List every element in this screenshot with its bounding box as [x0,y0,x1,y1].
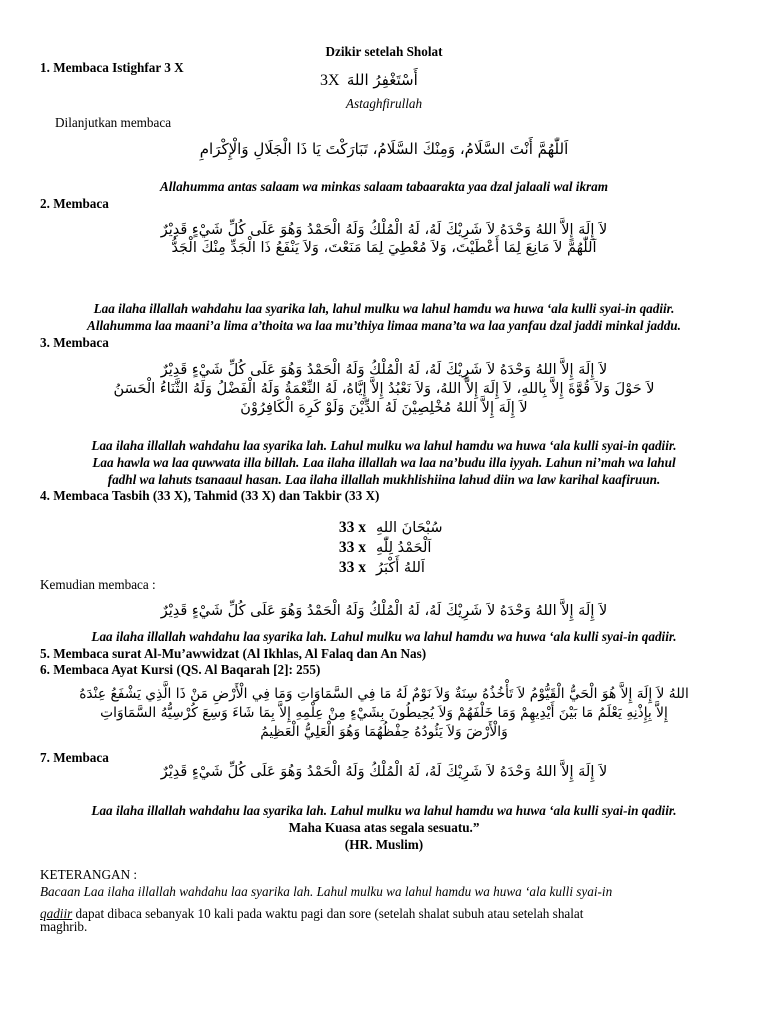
dzikir-count: 33 x [338,559,366,576]
section-3-arabic-line: لاَ حَوْلَ وَلاَ قُوَّةَ إِلاَّ بِاللهِ، لاَ إِلَهَ إِلاَّ اللهُ، وَلاَ نَعْبُدُ إِلاَّ إِيَّاهُ، لَهُ النِّعْمَةُ وَلَهُ الْفَضْلُ وَلَهُ الثَّنَاءُ الْحَسَنُ [113,381,655,397]
section-1-latin-2: Allahumma antas salaam wa minkas salaam tabaarakta yaa dzal jalaali wal ikram [159,179,609,194]
istighfar-line [320,72,520,90]
tahmid-row [0,539,768,557]
note-line-1: Bacaan Laa ilaha illallah wahdahu laa syarika lah. Lahul mulku wa lahul hamdu wa huwa ‘ala kulli syai-in [40,884,613,899]
section-5-heading: 5. Membaca surat Al-Mu’awwidzat (Al Ikhlas, Al Falaq dan An Nas) [40,646,427,661]
section-1-intro: Dilanjutkan membaca [55,115,172,130]
section-1-arabic-2: اَللّٰهُمَّ أَنْتَ السَّلَامُ، وَمِنْكَ السَّلَامُ، تَبَارَكْتَ يَا ذَا الْجَلَالِ وَالْإِكْرَامِ [199,140,569,158]
section-3-latin-line: Laa hawla wa laa quwwata illa billah. Laa ilaha illallah wa laa na’budu illa iyyah. Lahun ni’mah wa lahul [92,455,676,470]
dzikir-count: 33 x [338,539,366,556]
section-4-latin: Laa ilaha illallah wahdahu laa syarika lah. Lahul mulku wa lahul hamdu wa huwa ‘ala kulli syai-in qadiir. [91,629,677,644]
section-4-intro: Kemudian membaca : [40,577,156,592]
section-7-latin: Laa ilaha illallah wahdahu laa syarika lah. Lahul mulku wa lahul hamdu wa huwa ‘ala kulli syai-in qadiir. [91,803,677,818]
section-3-latin-line: fadhl wa lahuts tsanaaul hasan. Laa ilaha illallah mukhlishiina lahud diin wa law karihal kaafiruun. [107,472,661,487]
section-2-arabic-line: لاَ إِلَهَ إِلاَّ اللهُ وَحْدَهُ لاَ شَرِيْكَ لَهُ، لَهُ الْمُلْكُ وَلَهُ الْحَمْدُ وَهُوَ عَلَى كُلِّ شَيْءٍ قَدِيْرٌ [160,222,608,238]
istighfar-arabic: أَسْتَغْفِرُ اللهَ [346,71,418,89]
section-4-heading: 4. Membaca Tasbih (33 X), Tahmid (33 X) dan Takbir (33 X) [40,488,380,503]
section-2-arabic-line: اَللّٰهُمَّ لاَ مَانِعَ لِمَا أَعْطَيْتَ، وَلاَ مُعْطِيَ لِمَا مَنَعْتَ، وَلاَ يَنْفَعُ ذَا الْجَدِّ مِنْكَ الْجَدُّ [171,240,597,256]
section-1-heading: 1. Membaca Istighfar 3 X [40,60,184,75]
ayat-kursi-line: إِلاَّ بِإِذْنِهِ يَعْلَمُ مَا بَيْنَ أَيْدِيهِمْ وَمَا خَلْفَهُمْ وَلاَ يُحِيطُونَ بِشَيْءٍ مِنْ عِلْمِهِ إِلاَّ بِمَا شَاءَ وَسِعَ كُرْسِيُّهُ السَّمَاوَاتِ [100,705,668,721]
page-title: Dzikir setelah Sholat [325,44,443,59]
section-3-heading: 3. Membaca [40,335,109,350]
dzikir-arabic: اَلْحَمْدُ لِلّٰهِ [376,540,432,556]
section-4-arabic: لاَ إِلَهَ إِلاَّ اللهُ وَحْدَهُ لاَ شَرِيْكَ لَهُ، لَهُ الْمُلْكُ وَلَهُ الْحَمْدُ وَهُوَ عَلَى كُلِّ شَيْءٍ قَدِيْرٌ [160,603,608,619]
note-heading: KETERANGAN : [40,867,138,882]
ayat-kursi-line: وَالْأَرْضَ وَلاَ يَئُودُهُ حِفْظُهُمَا وَهُوَ الْعَلِيُّ الْعَظِيمُ [260,724,508,740]
istighfar-latin: Astaghfirullah [345,96,423,111]
istighfar-count: 3X [320,72,340,89]
note-line-3: maghrib. [40,919,88,934]
section-7-arabic: لاَ إِلَهَ إِلاَّ اللهُ وَحْدَهُ لاَ شَرِيْكَ لَهُ، لَهُ الْمُلْكُ وَلَهُ الْحَمْدُ وَهُوَ عَلَى كُلِّ شَيْءٍ قَدِيْرٌ [160,764,608,780]
tasbih-row [0,519,768,537]
note-line-2 [40,906,583,921]
section-2-latin-line: Allahumma laa maani’a lima a’thoita wa laa mu’thiya limaa mana’ta wa laa yanfau dzal jaddi minkal jaddu. [87,318,681,333]
section-3-latin-line: Laa ilaha illallah wahdahu laa syarika lah. Lahul mulku wa lahul hamdu wa huwa ‘ala kulli syai-in qadiir. [91,438,677,453]
section-7-translation: Maha Kuasa atas segala sesuatu.” [288,820,480,835]
section-2-heading: 2. Membaca [40,196,109,211]
dzikir-arabic: اَللهُ أَكْبَرُ [376,560,425,576]
section-6-heading: 6. Membaca Ayat Kursi (QS. Al Baqarah [2]: 255) [40,662,321,677]
takbir-row [0,559,768,577]
note-line-2-text: dapat dibaca sebanyak 10 kali pada waktu pagi dan sore (setelah shalat subuh atau setelah shalat [72,906,584,921]
dzikir-count: 33 x [338,519,366,536]
dzikir-arabic: سُبْحَانَ اللهِ [376,520,443,536]
section-3-arabic-line: لاَ إِلَهَ إِلاَّ اللهُ مُخْلِصِيْنَ لَهُ الدِّيْنَ وَلَوْ كَرِهَ الْكَافِرُوْنَ [240,400,528,416]
ayat-kursi-line: اللهُ لاَ إِلَهَ إِلاَّ هُوَ الْحَيُّ الْقَيُّوْمُ لاَ تَأْخُذُهُ سِنَةٌ وَلاَ نَوْمٌ لَهُ مَا فِي السَّمَاوَاتِ وَمَا فِي الْأَرْضِ مَنْ ذَا الَّذِي يَشْفَعُ عِنْدَهُ [79,686,689,702]
section-3-arabic-line: لاَ إِلَهَ إِلاَّ اللهُ وَحْدَهُ لاَ شَرِيْكَ لَهُ، لَهُ الْمُلْكُ وَلَهُ الْحَمْدُ وَهُوَ عَلَى كُلِّ شَيْءٍ قَدِيْرٌ [160,362,608,378]
section-7-heading: 7. Membaca [40,750,109,765]
note-qadiir: qadiir [40,906,73,921]
section-2-latin-line: Laa ilaha illallah wahdahu laa syarika lah, lahul mulku wa lahul hamdu wa huwa ‘ala kulli syai-in qadiir. [93,301,675,316]
hadith-source: (HR. Muslim) [344,837,424,852]
